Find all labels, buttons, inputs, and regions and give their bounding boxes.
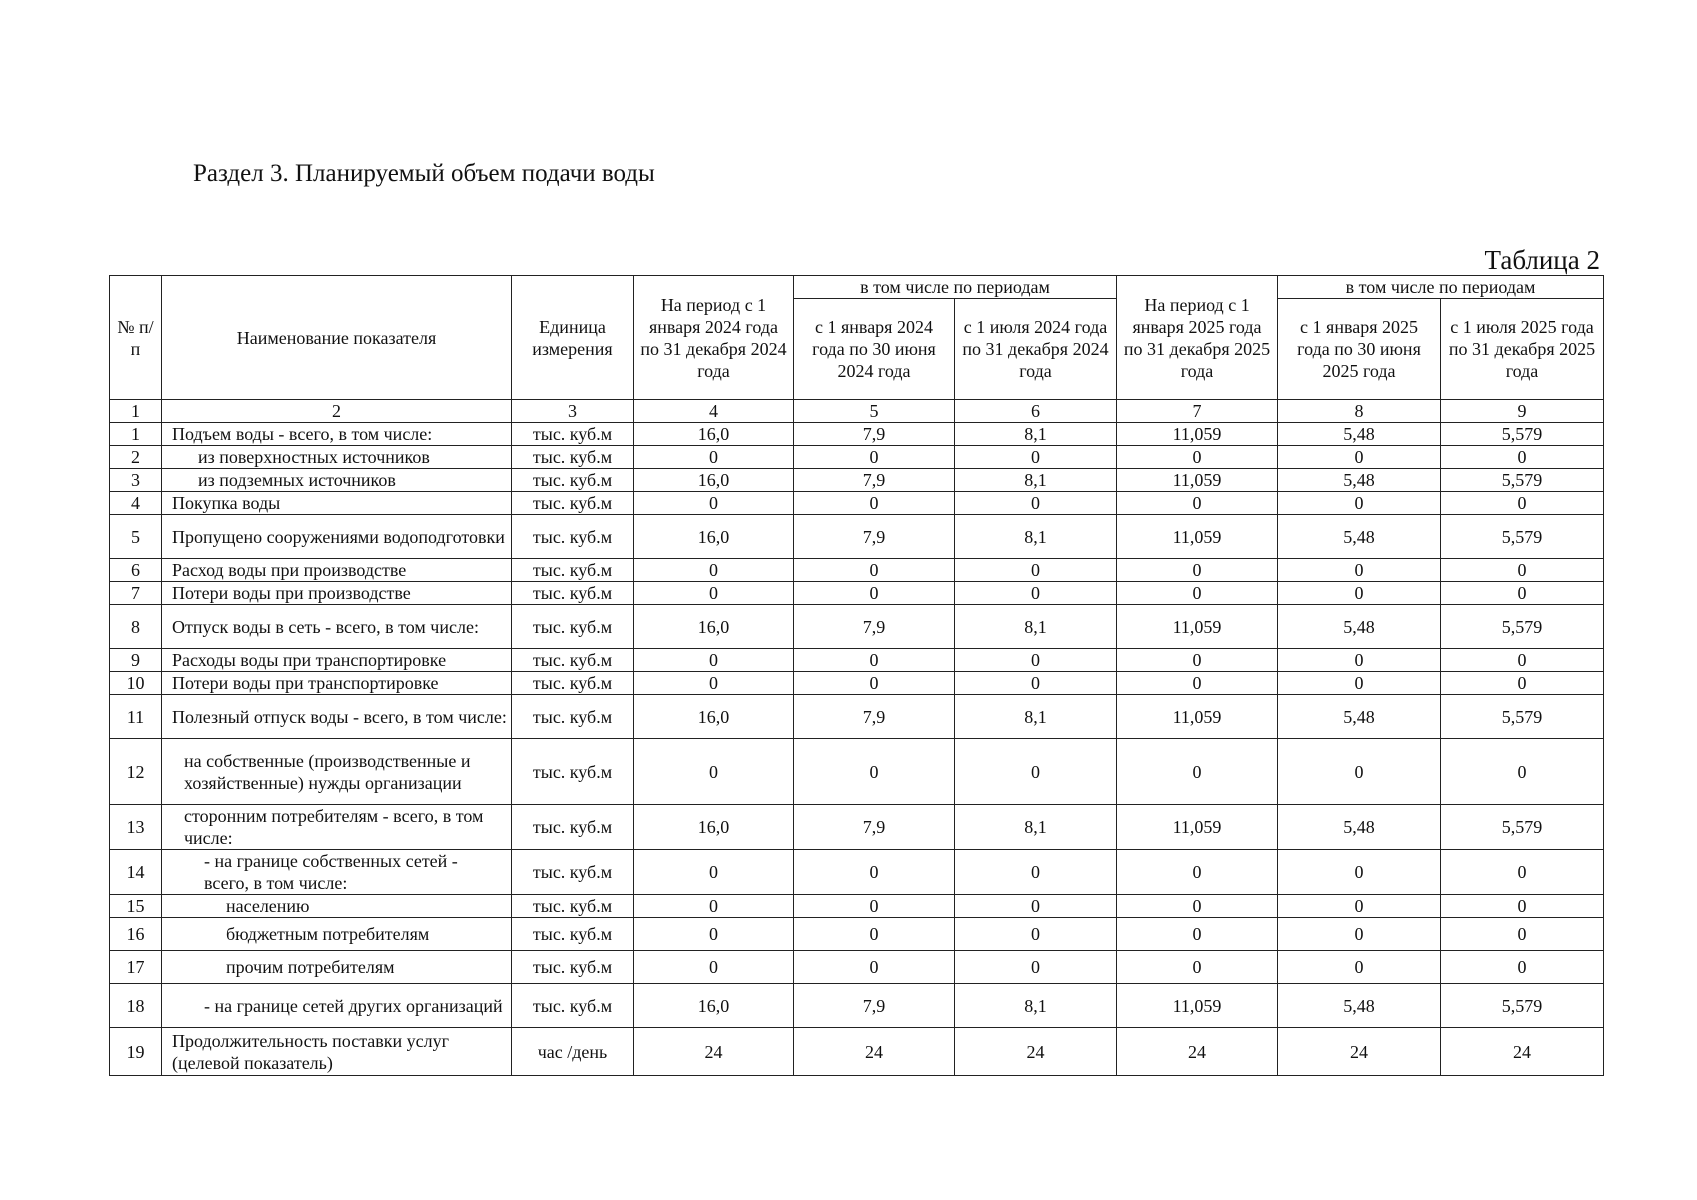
section-title: Раздел 3. Планируемый объем подачи воды: [193, 160, 655, 187]
row-number: 3: [110, 469, 162, 492]
row-name: из подземных источников: [162, 469, 512, 492]
row-value: 16,0: [634, 423, 794, 446]
row-value: 0: [794, 446, 955, 469]
row-value: 7,9: [794, 805, 955, 850]
row-value: 0: [955, 446, 1117, 469]
header-row-1: [110, 276, 1604, 299]
row-number: 7: [110, 582, 162, 605]
row-number: 9: [110, 649, 162, 672]
row-unit: тыс. куб.м: [512, 582, 634, 605]
row-value: 5,48: [1278, 469, 1441, 492]
row-unit: тыс. куб.м: [512, 918, 634, 951]
row-value: 0: [1278, 672, 1441, 695]
row-value: 0: [1441, 850, 1604, 895]
row-value: 0: [634, 649, 794, 672]
row-value: 0: [1278, 951, 1441, 984]
row-value: 0: [794, 739, 955, 805]
row-value: 16,0: [634, 605, 794, 649]
row-number: 18: [110, 984, 162, 1028]
table-row: [110, 423, 1604, 446]
row-unit: тыс. куб.м: [512, 739, 634, 805]
row-number: 16: [110, 918, 162, 951]
row-value: 0: [1278, 850, 1441, 895]
column-number: 9: [1441, 400, 1604, 423]
row-value: 8,1: [955, 605, 1117, 649]
row-value: 5,579: [1441, 515, 1604, 559]
header-group-2024: в том числе по периодам: [794, 276, 1117, 299]
header-period-2024: На период с 1 января 2024 года по 31 декабря 2024 года: [634, 276, 794, 400]
header-period-2025: На период с 1 января 2025 года по 31 декабря 2025 года: [1117, 276, 1278, 400]
header-h2-2025: с 1 июля 2025 года по 31 декабря 2025 года: [1441, 299, 1604, 400]
row-value: 0: [1117, 446, 1278, 469]
row-value: 0: [1278, 649, 1441, 672]
row-value: 7,9: [794, 423, 955, 446]
row-name: Потери воды при транспортировке: [162, 672, 512, 695]
row-unit: тыс. куб.м: [512, 672, 634, 695]
row-value: 5,48: [1278, 515, 1441, 559]
header-h1-2024: с 1 января 2024 года по 30 июня 2024 года: [794, 299, 955, 400]
row-number: 13: [110, 805, 162, 850]
header-unit: Единица измерения: [512, 276, 634, 400]
table-row: [110, 918, 1604, 951]
row-value: 7,9: [794, 984, 955, 1028]
row-value: 5,48: [1278, 805, 1441, 850]
row-number: 1: [110, 423, 162, 446]
table-row: [110, 649, 1604, 672]
row-value: 7,9: [794, 469, 955, 492]
column-number: 3: [512, 400, 634, 423]
row-value: 5,579: [1441, 423, 1604, 446]
row-value: 11,059: [1117, 423, 1278, 446]
row-unit: тыс. куб.м: [512, 492, 634, 515]
row-number: 19: [110, 1028, 162, 1076]
row-number: 14: [110, 850, 162, 895]
table-row: [110, 1028, 1604, 1076]
row-name: сторонним потребителям - всего, в том числе:: [162, 805, 512, 850]
row-unit: тыс. куб.м: [512, 695, 634, 739]
row-value: 0: [1441, 918, 1604, 951]
row-name: - на границе сетей других организаций: [162, 984, 512, 1028]
row-unit: тыс. куб.м: [512, 850, 634, 895]
row-value: 5,579: [1441, 605, 1604, 649]
table-row: [110, 739, 1604, 805]
column-number: 8: [1278, 400, 1441, 423]
row-unit: тыс. куб.м: [512, 469, 634, 492]
table-row: [110, 695, 1604, 739]
row-value: 5,579: [1441, 695, 1604, 739]
row-value: 8,1: [955, 984, 1117, 1028]
row-name: Покупка воды: [162, 492, 512, 515]
row-value: 11,059: [1117, 805, 1278, 850]
row-value: 24: [634, 1028, 794, 1076]
row-name: Расход воды при производстве: [162, 559, 512, 582]
row-value: 0: [1441, 951, 1604, 984]
row-name: Полезный отпуск воды - всего, в том числе:: [162, 695, 512, 739]
row-value: 0: [634, 918, 794, 951]
row-number: 15: [110, 895, 162, 918]
row-value: 0: [634, 951, 794, 984]
row-value: 0: [1117, 951, 1278, 984]
row-value: 0: [955, 492, 1117, 515]
row-value: 0: [1117, 672, 1278, 695]
row-value: 16,0: [634, 515, 794, 559]
row-value: 0: [1441, 649, 1604, 672]
table-row: [110, 984, 1604, 1028]
row-value: 0: [1278, 559, 1441, 582]
row-value: 5,48: [1278, 423, 1441, 446]
row-value: 0: [634, 895, 794, 918]
row-value: 0: [634, 582, 794, 605]
row-name: Пропущено сооружениями водоподготовки: [162, 515, 512, 559]
table-row: [110, 895, 1604, 918]
row-unit: тыс. куб.м: [512, 515, 634, 559]
column-number: 5: [794, 400, 955, 423]
row-value: 7,9: [794, 605, 955, 649]
table-row: [110, 582, 1604, 605]
row-value: 0: [1441, 672, 1604, 695]
header-name: Наименование показателя: [162, 276, 512, 400]
row-unit: тыс. куб.м: [512, 649, 634, 672]
row-unit: тыс. куб.м: [512, 423, 634, 446]
row-value: 0: [1441, 739, 1604, 805]
row-value: 0: [955, 559, 1117, 582]
row-value: 0: [1441, 559, 1604, 582]
row-value: 24: [1278, 1028, 1441, 1076]
row-value: 0: [1441, 492, 1604, 515]
row-number: 6: [110, 559, 162, 582]
row-value: 0: [955, 739, 1117, 805]
row-value: 0: [1117, 850, 1278, 895]
row-value: 0: [1117, 895, 1278, 918]
row-name: - на границе собственных сетей - всего, в том числе:: [162, 850, 512, 895]
table-row: [110, 559, 1604, 582]
row-value: 0: [955, 582, 1117, 605]
row-unit: тыс. куб.м: [512, 605, 634, 649]
row-value: 0: [955, 895, 1117, 918]
row-name: населению: [162, 895, 512, 918]
water-supply-table: [109, 275, 1604, 1076]
row-value: 0: [794, 672, 955, 695]
row-value: 11,059: [1117, 605, 1278, 649]
column-number-row: [110, 400, 1604, 423]
row-value: 0: [794, 895, 955, 918]
header-group-2025: в том числе по периодам: [1278, 276, 1604, 299]
row-name: бюджетным потребителям: [162, 918, 512, 951]
header-num: № п/п: [110, 276, 162, 400]
row-value: 5,48: [1278, 695, 1441, 739]
row-number: 5: [110, 515, 162, 559]
row-value: 24: [955, 1028, 1117, 1076]
row-number: 11: [110, 695, 162, 739]
row-value: 8,1: [955, 423, 1117, 446]
row-value: 11,059: [1117, 984, 1278, 1028]
row-value: 0: [1117, 492, 1278, 515]
row-value: 5,48: [1278, 605, 1441, 649]
table-row: [110, 515, 1604, 559]
row-value: 0: [794, 559, 955, 582]
row-value: 0: [634, 492, 794, 515]
row-value: 0: [955, 918, 1117, 951]
row-number: 12: [110, 739, 162, 805]
row-value: 0: [955, 850, 1117, 895]
table-row: [110, 951, 1604, 984]
row-number: 2: [110, 446, 162, 469]
row-value: 0: [634, 739, 794, 805]
row-value: 0: [794, 951, 955, 984]
row-unit: тыс. куб.м: [512, 951, 634, 984]
row-value: 0: [634, 672, 794, 695]
row-name: прочим потребителям: [162, 951, 512, 984]
row-value: 5,579: [1441, 469, 1604, 492]
row-value: 0: [955, 672, 1117, 695]
table-row: [110, 850, 1604, 895]
column-number: 7: [1117, 400, 1278, 423]
row-value: 5,48: [1278, 984, 1441, 1028]
row-number: 17: [110, 951, 162, 984]
row-value: 24: [1441, 1028, 1604, 1076]
row-value: 0: [1117, 582, 1278, 605]
row-value: 5,579: [1441, 805, 1604, 850]
row-unit: час /день: [512, 1028, 634, 1076]
row-value: 7,9: [794, 515, 955, 559]
row-value: 0: [794, 649, 955, 672]
table-label: Таблица 2: [1484, 245, 1600, 275]
row-unit: тыс. куб.м: [512, 984, 634, 1028]
row-value: 0: [634, 559, 794, 582]
row-value: 0: [794, 918, 955, 951]
table-row: [110, 446, 1604, 469]
row-number: 4: [110, 492, 162, 515]
row-unit: тыс. куб.м: [512, 805, 634, 850]
row-value: 0: [1441, 446, 1604, 469]
row-value: 16,0: [634, 469, 794, 492]
row-name: Потери воды при производстве: [162, 582, 512, 605]
row-number: 8: [110, 605, 162, 649]
row-value: 0: [1278, 918, 1441, 951]
column-number: 1: [110, 400, 162, 423]
row-value: 0: [1441, 582, 1604, 605]
row-value: 0: [634, 850, 794, 895]
row-value: 16,0: [634, 984, 794, 1028]
row-value: 0: [1278, 446, 1441, 469]
row-value: 0: [1278, 739, 1441, 805]
row-value: 8,1: [955, 469, 1117, 492]
row-value: 0: [794, 850, 955, 895]
row-value: 11,059: [1117, 515, 1278, 559]
table-row: [110, 605, 1604, 649]
row-value: 0: [794, 492, 955, 515]
table-row: [110, 492, 1604, 515]
row-value: 0: [1117, 739, 1278, 805]
row-value: 7,9: [794, 695, 955, 739]
row-name: Продолжительность поставки услуг (целевой показатель): [162, 1028, 512, 1076]
row-value: 16,0: [634, 805, 794, 850]
header-h1-2025: с 1 января 2025 года по 30 июня 2025 года: [1278, 299, 1441, 400]
row-value: 16,0: [634, 695, 794, 739]
row-value: 0: [634, 446, 794, 469]
row-value: 11,059: [1117, 469, 1278, 492]
row-name: Расходы воды при транспортировке: [162, 649, 512, 672]
row-value: 24: [1117, 1028, 1278, 1076]
row-value: 0: [794, 582, 955, 605]
row-name: на собственные (производственные и хозяйственные) нужды организации: [162, 739, 512, 805]
table-row: [110, 805, 1604, 850]
row-value: 8,1: [955, 805, 1117, 850]
row-value: 0: [955, 649, 1117, 672]
row-value: 0: [1278, 492, 1441, 515]
header-h2-2024: с 1 июля 2024 года по 31 декабря 2024 года: [955, 299, 1117, 400]
row-value: 0: [1117, 649, 1278, 672]
row-unit: тыс. куб.м: [512, 895, 634, 918]
row-unit: тыс. куб.м: [512, 446, 634, 469]
row-value: 24: [794, 1028, 955, 1076]
row-value: 8,1: [955, 515, 1117, 559]
row-name: из поверхностных источников: [162, 446, 512, 469]
row-number: 10: [110, 672, 162, 695]
row-name: Подъем воды - всего, в том числе:: [162, 423, 512, 446]
row-name: Отпуск воды в сеть - всего, в том числе:: [162, 605, 512, 649]
row-value: 0: [955, 951, 1117, 984]
table-row: [110, 469, 1604, 492]
row-unit: тыс. куб.м: [512, 559, 634, 582]
table-row: [110, 672, 1604, 695]
row-value: 0: [1278, 895, 1441, 918]
row-value: 8,1: [955, 695, 1117, 739]
column-number: 4: [634, 400, 794, 423]
row-value: 5,579: [1441, 984, 1604, 1028]
column-number: 6: [955, 400, 1117, 423]
row-value: 0: [1117, 918, 1278, 951]
row-value: 0: [1441, 895, 1604, 918]
row-value: 11,059: [1117, 695, 1278, 739]
row-value: 0: [1278, 582, 1441, 605]
row-value: 0: [1117, 559, 1278, 582]
column-number: 2: [162, 400, 512, 423]
